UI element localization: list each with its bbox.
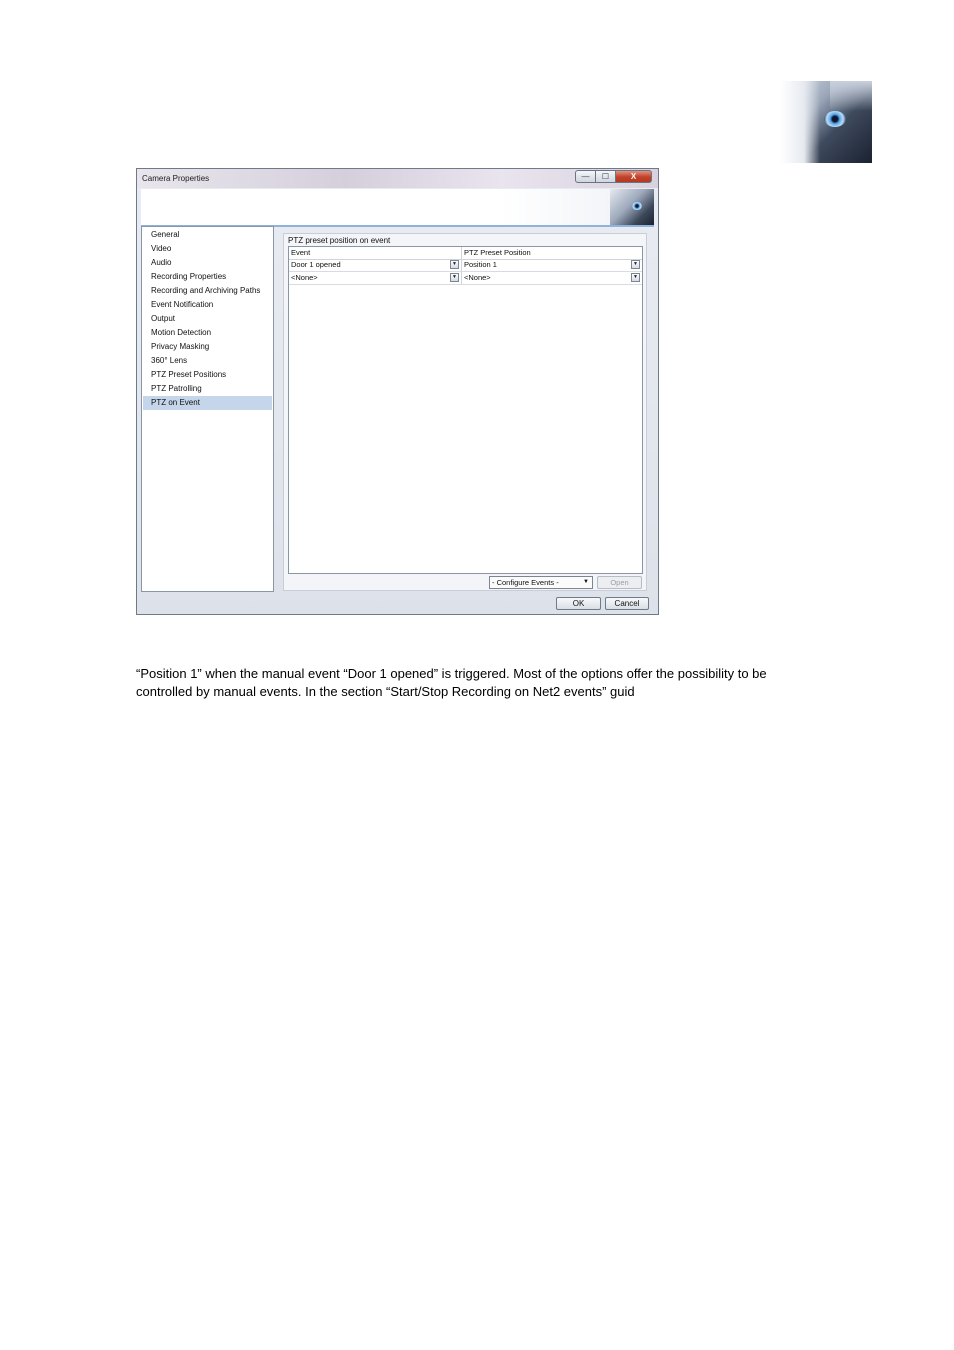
logo-eye — [824, 111, 846, 127]
preset-dropdown-button[interactable] — [631, 273, 640, 282]
header-wolf-logo — [610, 189, 654, 225]
camera-properties-window — [136, 168, 659, 615]
sidebar-item-event-notification[interactable]: Event Notification — [151, 300, 214, 309]
chevron-down-icon: ▼ — [452, 274, 457, 280]
close-button[interactable] — [616, 170, 652, 183]
column-header-event[interactable]: Event — [291, 248, 311, 257]
minimize-icon: — — [581, 172, 590, 181]
logo-fur-top — [830, 81, 872, 111]
event-dropdown-button[interactable] — [450, 260, 459, 269]
sidebar-item-general[interactable]: General — [151, 230, 180, 239]
open-button[interactable]: Open — [597, 576, 642, 589]
configure-events-select[interactable] — [489, 576, 593, 589]
event-dropdown-button[interactable] — [450, 273, 459, 282]
settings-sidebar — [141, 226, 274, 592]
preset-dropdown-button[interactable] — [631, 260, 640, 269]
preset-cell[interactable]: <None> — [464, 273, 491, 282]
event-cell[interactable]: Door 1 opened — [291, 260, 341, 269]
cancel-button[interactable]: Cancel — [605, 597, 649, 610]
sidebar-item-ptz-patrolling[interactable]: PTZ Patrolling — [151, 384, 202, 393]
ptz-on-event-panel — [283, 233, 647, 591]
chevron-down-icon: ▼ — [633, 261, 638, 267]
column-header-preset[interactable]: PTZ Preset Position — [464, 248, 531, 257]
sidebar-item-video[interactable]: Video — [151, 244, 172, 253]
document-paragraph — [136, 665, 856, 700]
maximize-button[interactable] — [596, 170, 616, 183]
sidebar-item-recording-properties[interactable]: Recording Properties — [151, 272, 227, 281]
sidebar-item-360-lens[interactable]: 360° Lens — [151, 356, 188, 365]
header-banner — [141, 189, 654, 227]
sidebar-item-output[interactable]: Output — [151, 314, 176, 323]
table-row — [289, 259, 642, 272]
close-icon: X — [630, 172, 637, 181]
logo-fur-highlight — [780, 81, 820, 163]
event-cell[interactable]: <None> — [291, 273, 318, 282]
maximize-icon: ☐ — [601, 172, 610, 181]
sidebar-item-motion-detection[interactable]: Motion Detection — [151, 328, 212, 337]
window-controls — [575, 170, 652, 184]
chevron-down-icon: ▼ — [633, 274, 638, 280]
chevron-down-icon: ▼ — [583, 579, 589, 585]
window-titlebar[interactable] — [137, 169, 658, 188]
sidebar-item-ptz-on-event[interactable]: PTZ on Event — [143, 396, 272, 410]
group-label: PTZ preset position on event — [288, 236, 391, 245]
ok-button[interactable]: OK — [556, 597, 601, 610]
paragraph-line-1: “Position 1” when the manual event “Door 1 opened” is triggered. Most of the options offer the possibility to be — [136, 666, 767, 681]
sidebar-item-recording-archiving-paths[interactable]: Recording and Archiving Paths — [151, 286, 261, 295]
chevron-down-icon: ▼ — [452, 261, 457, 267]
sidebar-item-privacy-masking[interactable]: Privacy Masking — [151, 342, 210, 351]
preset-cell[interactable]: Position 1 — [464, 260, 497, 269]
sidebar-item-audio[interactable]: Audio — [151, 258, 172, 267]
window-title: Camera Properties — [142, 174, 210, 183]
paragraph-line-2: controlled by manual events. In the section “Start/Stop Recording on Net2 events” guid — [136, 683, 635, 699]
header-logo-eye — [632, 202, 642, 210]
configure-events-label: - Configure Events - — [492, 578, 559, 587]
minimize-button[interactable] — [575, 170, 596, 183]
wolf-logo-image — [780, 81, 872, 163]
sidebar-item-ptz-preset-positions[interactable]: PTZ Preset Positions — [151, 370, 227, 379]
table-row — [289, 272, 642, 285]
event-preset-grid — [288, 246, 643, 574]
